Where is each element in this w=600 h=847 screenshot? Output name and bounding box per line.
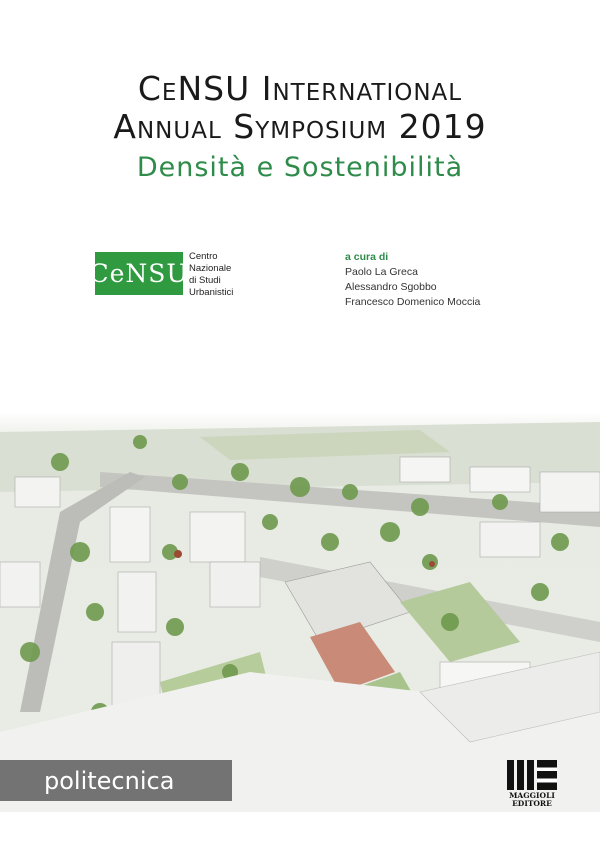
logo-caption (189, 251, 279, 299)
publisher-logo (505, 760, 559, 810)
editors-block (345, 250, 480, 310)
censu-logo: CeNSU (95, 252, 183, 295)
logo-caption-line: di Studi (189, 275, 221, 286)
publisher-name-line: EDITORE (512, 799, 552, 808)
logo-caption-line: Nazionale (189, 263, 232, 274)
maggioli-mark-icon (507, 760, 557, 790)
logo-caption-line: Urbanistici (189, 287, 234, 298)
series-label: politecnica (0, 760, 232, 801)
title-line-1: CeNSU International (137, 69, 463, 108)
logo-caption-line: Centro (189, 251, 218, 262)
publisher-name-line: MAGGIOLI (509, 791, 555, 800)
title-line-2: Annual Symposium 2019 (113, 107, 487, 146)
cover-subtitle: Densità e Sostenibilità (136, 152, 464, 183)
cover-title (0, 70, 600, 183)
editors-lead: a cura di (345, 251, 389, 263)
publisher-name (505, 792, 559, 808)
aerial-urban-rendering-image (0, 412, 600, 812)
editor-name: Alessandro Sgobbo (345, 281, 437, 293)
editor-name: Paolo La Greca (345, 266, 418, 278)
editor-name: Francesco Domenico Moccia (345, 296, 481, 308)
